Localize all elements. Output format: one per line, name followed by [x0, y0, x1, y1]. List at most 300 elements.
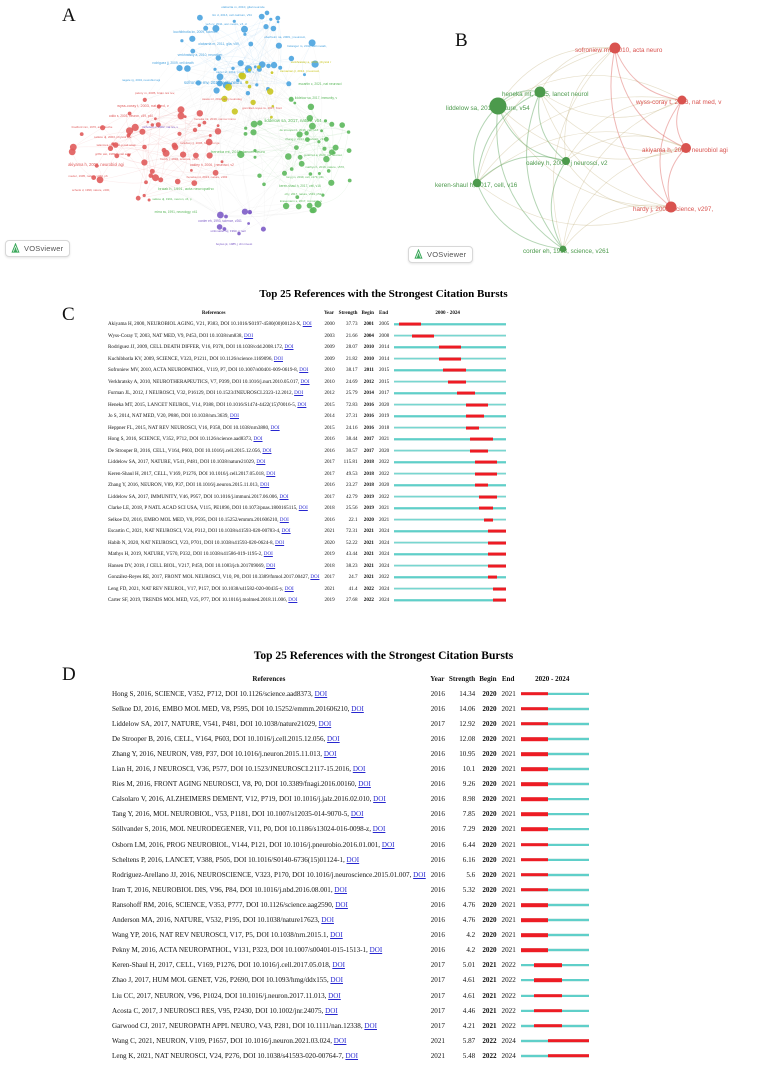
burst-period-bar — [475, 472, 497, 475]
network-node[interactable] — [144, 180, 148, 184]
end-year-cell: 2017 — [378, 390, 390, 397]
network-node[interactable] — [158, 177, 163, 182]
table-row — [112, 762, 589, 777]
network-node[interactable] — [303, 73, 306, 76]
reference-cell — [108, 330, 319, 342]
table-row — [112, 1018, 589, 1033]
doi-link[interactable]: DOI — [260, 482, 270, 489]
network-node[interactable] — [263, 24, 268, 29]
network-node[interactable] — [257, 120, 262, 125]
strength-cell: 5.01 — [462, 961, 476, 970]
table-row — [112, 837, 589, 852]
network-node[interactable] — [243, 33, 246, 36]
network-node[interactable] — [323, 147, 327, 151]
network-node[interactable] — [244, 127, 247, 130]
network-node[interactable] — [271, 62, 277, 68]
network-node[interactable] — [289, 97, 294, 102]
network-node-label: lansbury jj, 2006, hum mol ge — [180, 141, 220, 145]
network-node[interactable] — [254, 65, 257, 68]
network-node[interactable] — [307, 203, 313, 209]
doi-link[interactable]: DOI — [284, 344, 294, 351]
burst-period-bar — [521, 722, 548, 726]
network-node[interactable] — [348, 179, 352, 183]
burst-period-bar — [479, 495, 497, 498]
burst-timeline — [394, 530, 506, 533]
network-node[interactable] — [347, 130, 350, 133]
network-node[interactable] — [255, 83, 258, 86]
table-row — [112, 973, 589, 988]
strength-cell: 14.34 — [459, 689, 476, 698]
reference-cell — [112, 867, 426, 882]
network-node[interactable] — [244, 132, 248, 136]
year-cell: 2016 — [430, 946, 445, 955]
burst-timeline-cell — [516, 731, 589, 746]
burst-timeline-cell — [389, 330, 506, 342]
network-edge — [138, 163, 144, 199]
network-node[interactable] — [80, 132, 84, 136]
end-year-cell: 2022 — [501, 961, 516, 970]
network-node[interactable] — [178, 112, 185, 119]
table-row — [108, 376, 506, 388]
reference-cell — [112, 897, 426, 912]
vosviewer-icon — [413, 249, 424, 260]
network-node[interactable] — [261, 227, 266, 232]
burst-timeline-cell — [516, 852, 589, 867]
network-node[interactable] — [327, 169, 331, 173]
network-node[interactable] — [321, 194, 324, 197]
burst-title-c: Top 25 References with the Strongest Citation Bursts — [259, 288, 508, 300]
doi-link[interactable]: DOI — [346, 855, 360, 864]
col-header-year: Year — [430, 674, 445, 683]
year-cell: 2017 — [430, 1006, 445, 1015]
network-node[interactable] — [180, 39, 183, 42]
doi-link[interactable]: DOI — [294, 390, 304, 397]
network-node[interactable] — [149, 173, 154, 178]
end-year-cell: 2021 — [501, 765, 516, 774]
network-node[interactable] — [209, 134, 212, 137]
burst-period-bar — [521, 903, 548, 907]
reference-text: Garwood CJ, 2017, NEUROPATH APPL NEURO, V43, P281, DOI 10.1111/nan.12338, — [112, 1021, 365, 1030]
network-node[interactable] — [242, 209, 248, 215]
burst-period-bar — [488, 564, 506, 567]
doi-link[interactable]: DOI — [275, 539, 285, 546]
table-header-row — [108, 307, 506, 319]
reference-text: Rodriguez JJ, 2009, CELL DEATH DIFFER, V16, P378, DOI 10.1038/cdd.2008.172, — [108, 344, 285, 351]
network-node[interactable] — [193, 128, 197, 132]
network-edge — [565, 48, 615, 161]
reference-text: Zhang Y, 2016, NEURON, V89, P37, DOI 10.1016/j.neuron.2015.11.013, — [108, 482, 261, 489]
year-cell: 2017 — [324, 459, 335, 466]
network-node[interactable] — [254, 156, 257, 159]
year-cell: 2021 — [430, 1051, 445, 1060]
year-cell: 2021 — [324, 585, 335, 592]
burst-timeline — [521, 1039, 589, 1043]
network-node[interactable] — [257, 174, 261, 178]
doi-link[interactable]: DOI — [413, 870, 426, 879]
timeline-baseline — [394, 450, 506, 452]
doi-link[interactable]: DOI — [263, 551, 273, 558]
doi-link[interactable]: DOI — [266, 562, 276, 569]
network-edge — [677, 100, 686, 148]
begin-year-cell: 2020 — [482, 916, 497, 925]
network-node[interactable] — [232, 108, 238, 114]
doi-link[interactable]: DOI — [373, 795, 386, 804]
network-node[interactable] — [286, 81, 291, 86]
network-node[interactable] — [176, 65, 182, 71]
network-svg-b — [420, 0, 767, 275]
network-node[interactable] — [197, 110, 203, 116]
network-node[interactable] — [247, 222, 250, 225]
network-node[interactable] — [70, 144, 77, 151]
strength-cell: 4.76 — [462, 916, 476, 925]
year-cell: 2000 — [324, 321, 335, 328]
network-node[interactable] — [132, 124, 139, 131]
network-node-label: wyss-coray t, 2003, nat med, v — [636, 99, 722, 106]
doi-link[interactable]: DOI — [300, 378, 310, 385]
burst-timeline — [394, 369, 506, 372]
network-node[interactable] — [262, 183, 266, 187]
strength-cell: 4.61 — [462, 976, 476, 985]
strength-cell: 23.27 — [346, 482, 358, 489]
reference-text: Leng FD, 2021, NAT REV NEUROL, V17, P157, DOI 10.1038/s41582-020-00435-y, — [108, 585, 285, 592]
network-node[interactable] — [296, 204, 302, 210]
burst-period-bar — [534, 1024, 561, 1028]
network-node[interactable] — [251, 121, 258, 128]
end-year-cell: 2021 — [501, 689, 516, 698]
network-node[interactable] — [238, 60, 244, 66]
doi-link[interactable]: DOI — [364, 1021, 377, 1030]
table-row — [108, 503, 506, 515]
network-node[interactable] — [328, 180, 334, 186]
network-node[interactable] — [271, 71, 274, 74]
reference-cell — [108, 411, 319, 423]
network-node[interactable] — [189, 36, 195, 42]
begin-year-cell: 2022 — [363, 597, 374, 604]
doi-link[interactable]: DOI — [325, 1006, 338, 1015]
reference-text: Carter SF, 2019, TRENDS MOL MED, V25, P77, DOI 10.1016/j.molmed.2018.11.006, — [108, 597, 289, 604]
burst-timeline — [394, 599, 506, 602]
end-year-cell: 2018 — [378, 424, 390, 431]
burst-period-bar — [534, 1009, 561, 1013]
network-node[interactable] — [163, 150, 170, 157]
network-node[interactable] — [190, 169, 193, 172]
strength-cell: 30.57 — [346, 447, 358, 454]
network-node[interactable] — [265, 11, 270, 16]
network-node[interactable] — [257, 65, 261, 69]
burst-table-c — [108, 307, 506, 606]
network-node[interactable] — [333, 145, 339, 151]
network-node[interactable] — [329, 122, 334, 127]
table-row — [112, 701, 589, 716]
strength-cell: 38.44 — [346, 436, 358, 443]
network-node[interactable] — [178, 106, 185, 113]
network-map-panel-a[interactable] — [0, 0, 440, 275]
network-node[interactable] — [139, 129, 145, 135]
reference-cell — [112, 822, 426, 837]
network-node[interactable] — [299, 161, 305, 167]
strength-cell: 9.26 — [462, 780, 476, 789]
network-node-label: boyles jk, 1985, j clin invest — [215, 242, 253, 246]
network-node[interactable] — [147, 121, 150, 124]
end-year-cell: 2024 — [378, 597, 390, 604]
network-node[interactable] — [277, 21, 280, 24]
network-node[interactable] — [290, 167, 294, 171]
network-node[interactable] — [248, 42, 253, 47]
network-node-label: oberheim na, 2009, j neurosci, — [264, 35, 306, 39]
doi-link[interactable]: DOI — [256, 459, 266, 466]
network-node[interactable] — [271, 26, 277, 32]
network-node[interactable] — [248, 210, 252, 214]
burst-timeline — [521, 722, 589, 726]
network-map-panel-b[interactable] — [420, 0, 767, 275]
network-node[interactable] — [143, 98, 147, 102]
reference-text: Liu CC, 2017, NEURON, V96, P1024, DOI 10.1016/j.neuron.2017.11.013, — [112, 991, 329, 1000]
doi-link[interactable]: DOI — [314, 689, 328, 698]
doi-link[interactable]: DOI — [288, 597, 298, 604]
doi-link[interactable]: DOI — [299, 367, 309, 374]
doi-link[interactable]: DOI — [330, 976, 343, 985]
end-year-cell: 2020 — [378, 401, 390, 408]
strength-cell: 4.2 — [466, 946, 476, 955]
doi-link[interactable]: DOI — [332, 961, 345, 970]
end-year-cell: 2021 — [501, 840, 516, 849]
reference-cell — [108, 560, 319, 572]
network-node-label: bélanger m, 2011, cell metab, — [287, 44, 327, 48]
reference-cell — [108, 595, 319, 607]
vosviewer-icon — [10, 243, 21, 254]
network-node[interactable] — [245, 81, 248, 84]
begin-year-cell: 2001 — [363, 321, 374, 328]
doi-link[interactable]: DOI — [284, 585, 294, 592]
network-node[interactable] — [217, 212, 224, 219]
network-node[interactable] — [266, 64, 271, 69]
begin-year-cell: 2021 — [363, 539, 374, 546]
begin-year-cell: 2021 — [482, 991, 497, 1000]
network-node[interactable] — [217, 124, 220, 127]
network-node[interactable] — [276, 43, 282, 49]
network-node[interactable] — [267, 88, 273, 94]
burst-timeline — [394, 541, 506, 544]
network-node[interactable] — [172, 144, 178, 150]
burst-timeline — [394, 587, 506, 590]
network-edge — [566, 161, 671, 208]
doi-link[interactable]: DOI — [333, 1036, 347, 1045]
network-node[interactable] — [198, 124, 201, 127]
strength-cell: 22.1 — [348, 516, 358, 523]
network-node-label: pekny m, 2005, brain res rev, — [135, 91, 175, 95]
doi-link[interactable]: DOI — [318, 719, 332, 728]
year-cell: 2016 — [430, 870, 445, 879]
doi-link[interactable]: DOI — [279, 516, 289, 523]
doi-link[interactable]: DOI — [323, 750, 337, 759]
table-row — [108, 353, 506, 365]
network-node[interactable] — [150, 169, 155, 174]
doi-link[interactable]: DOI — [350, 810, 364, 819]
network-node[interactable] — [154, 117, 157, 120]
strength-cell: 24.7 — [348, 574, 358, 581]
doi-link[interactable]: DOI — [281, 528, 291, 535]
col-header-begin: Begin — [479, 674, 497, 683]
year-cell: 2016 — [324, 436, 335, 443]
network-node[interactable] — [143, 194, 146, 197]
doi-link[interactable]: DOI — [297, 401, 307, 408]
doi-link[interactable]: DOI — [334, 885, 348, 894]
network-node[interactable] — [285, 153, 292, 160]
burst-timeline — [394, 472, 506, 475]
doi-link[interactable]: DOI — [262, 447, 272, 454]
network-node[interactable] — [308, 104, 314, 110]
doi-link[interactable]: DOI — [330, 931, 343, 940]
burst-period-bar — [448, 380, 466, 383]
strength-cell: 4.61 — [462, 991, 476, 1000]
burst-timeline-cell — [389, 388, 506, 400]
reference-cell — [112, 746, 426, 761]
doi-link[interactable]: DOI — [381, 840, 395, 849]
strength-cell: 10.1 — [462, 765, 476, 774]
burst-timeline-cell — [389, 480, 506, 492]
doi-link[interactable]: DOI — [321, 916, 334, 925]
network-node-label: schenk d, 1999, nature, v400, — [71, 188, 111, 192]
reference-cell — [108, 342, 319, 354]
doi-link[interactable]: DOI — [352, 765, 366, 774]
network-node[interactable] — [298, 155, 303, 160]
year-cell: 2016 — [430, 795, 445, 804]
reference-text: Ransohoff RM, 2016, SCIENCE, V353, P777, DOI 10.1126/science.aag2590, — [112, 900, 336, 909]
begin-year-cell: 2020 — [482, 900, 497, 909]
begin-year-cell: 2021 — [363, 528, 374, 535]
burst-timeline — [521, 1009, 589, 1013]
network-node[interactable] — [148, 199, 151, 202]
reference-text: Mathys H, 2019, NATURE, V570, P332, DOI 10.1038/s41586-019-1195-2, — [108, 551, 264, 558]
doi-link[interactable]: DOI — [345, 1051, 359, 1060]
doi-link[interactable]: DOI — [327, 734, 340, 743]
network-node[interactable] — [250, 129, 256, 135]
network-node[interactable] — [248, 85, 252, 89]
doi-link[interactable]: DOI — [335, 900, 348, 909]
doi-link[interactable]: DOI — [351, 704, 364, 713]
year-cell: 2016 — [430, 885, 445, 894]
table-row — [108, 526, 506, 538]
network-node[interactable] — [246, 91, 250, 95]
network-node[interactable] — [241, 26, 248, 33]
doi-link[interactable]: DOI — [266, 470, 276, 477]
doi-link[interactable]: DOI — [253, 436, 263, 443]
burst-timeline-cell — [516, 1018, 589, 1033]
table-row — [112, 882, 589, 897]
network-node[interactable] — [224, 215, 228, 219]
reference-text: Habib N, 2020, NAT NEUROSCI, V23, P701, DOI 10.1038/s41593-020-0624-8, — [108, 539, 276, 546]
burst-timeline-cell — [389, 583, 506, 595]
network-node[interactable] — [203, 121, 207, 125]
doi-link[interactable]: DOI — [302, 321, 312, 328]
network-node-label: akiyama h, 2000, neurobiol agi — [642, 147, 728, 154]
network-node[interactable] — [214, 87, 220, 93]
table-row — [108, 457, 506, 469]
burst-timeline-cell — [389, 365, 506, 377]
reference-cell — [108, 572, 319, 584]
burst-period-bar — [399, 323, 421, 326]
doi-link[interactable]: DOI — [358, 780, 371, 789]
begin-year-cell: 2020 — [363, 516, 374, 523]
reference-cell — [108, 353, 319, 365]
table-row — [112, 1033, 589, 1048]
end-year-cell: 2021 — [501, 885, 516, 894]
burst-period-bar — [521, 767, 548, 771]
doi-link[interactable]: DOI — [328, 991, 341, 1000]
table-row — [108, 388, 506, 400]
strength-cell: 5.48 — [462, 1051, 476, 1060]
doi-link[interactable]: DOI — [270, 424, 280, 431]
network-node[interactable] — [283, 203, 289, 209]
end-year-cell: 2021 — [501, 946, 516, 955]
network-node[interactable] — [136, 196, 141, 201]
network-node[interactable] — [294, 145, 299, 150]
begin-year-cell: 2020 — [482, 719, 497, 728]
network-node[interactable] — [250, 100, 255, 105]
network-node[interactable] — [141, 159, 147, 165]
doi-link[interactable]: DOI — [298, 505, 308, 512]
network-node[interactable] — [184, 65, 191, 72]
burst-timeline-cell — [516, 1033, 589, 1048]
col-header-year-range: 2020 - 2024 — [535, 674, 570, 683]
network-node[interactable] — [177, 132, 181, 136]
network-node[interactable] — [339, 122, 345, 128]
burst-timeline — [521, 707, 589, 711]
doi-link[interactable]: DOI — [372, 825, 386, 834]
network-node[interactable] — [215, 128, 221, 134]
network-node[interactable] — [310, 208, 315, 213]
burst-period-bar — [466, 426, 479, 429]
strength-cell: 25.56 — [346, 505, 358, 512]
network-node[interactable] — [269, 18, 272, 21]
network-node[interactable] — [275, 16, 280, 21]
burst-timeline-cell — [389, 503, 506, 515]
reference-text: Liddelow SA, 2017, IMMUNITY, V46, P957, DOI 10.1016/j.immuni.2017.06.006, — [108, 493, 280, 500]
burst-timeline-cell — [516, 1048, 589, 1063]
network-node[interactable] — [197, 15, 203, 21]
table-row — [108, 583, 506, 595]
reference-text: Hansen DV, 2018, J CELL BIOL, V217, P459, DOI 10.1083/jcb.201709069, — [108, 562, 267, 569]
doi-link[interactable]: DOI — [310, 574, 320, 581]
panel-c-letter: C — [62, 304, 75, 325]
network-svg-a — [0, 0, 440, 275]
reference-text: Sofroniew MV, 2010, ACTA NEUROPATHOL, V119, P7, DOI 10.1007/s00401-009-0619-8, — [108, 367, 300, 374]
strength-cell: 10.95 — [459, 750, 476, 759]
burst-period-bar — [475, 461, 497, 464]
network-node[interactable] — [320, 129, 323, 132]
doi-link[interactable]: DOI — [279, 493, 289, 500]
reference-text: Lian H, 2016, J NEUROSCI, V36, P577, DOI 10.1523/JNEUROSCI.2117-15.2016, — [112, 765, 353, 774]
table-row — [108, 491, 506, 503]
network-node-label: de strooper b, 2016, cell, v16 — [279, 128, 319, 132]
network-node-label: escartin c, 2021, nat neurosci — [298, 82, 342, 86]
reference-cell — [108, 319, 319, 331]
vosviewer-logo-panel-b — [408, 246, 473, 263]
network-node[interactable] — [259, 14, 265, 20]
doi-link[interactable]: DOI — [273, 355, 283, 362]
network-node[interactable] — [142, 145, 147, 150]
network-node[interactable] — [347, 148, 352, 153]
burst-timeline — [521, 843, 589, 847]
year-cell: 2016 — [430, 916, 445, 925]
doi-link[interactable]: DOI — [244, 332, 254, 339]
doi-link[interactable]: DOI — [229, 413, 239, 420]
network-node[interactable] — [293, 102, 296, 105]
doi-link[interactable]: DOI — [369, 946, 383, 955]
network-node[interactable] — [175, 179, 181, 185]
network-node[interactable] — [324, 119, 327, 122]
end-year-cell: 2021 — [501, 810, 516, 819]
